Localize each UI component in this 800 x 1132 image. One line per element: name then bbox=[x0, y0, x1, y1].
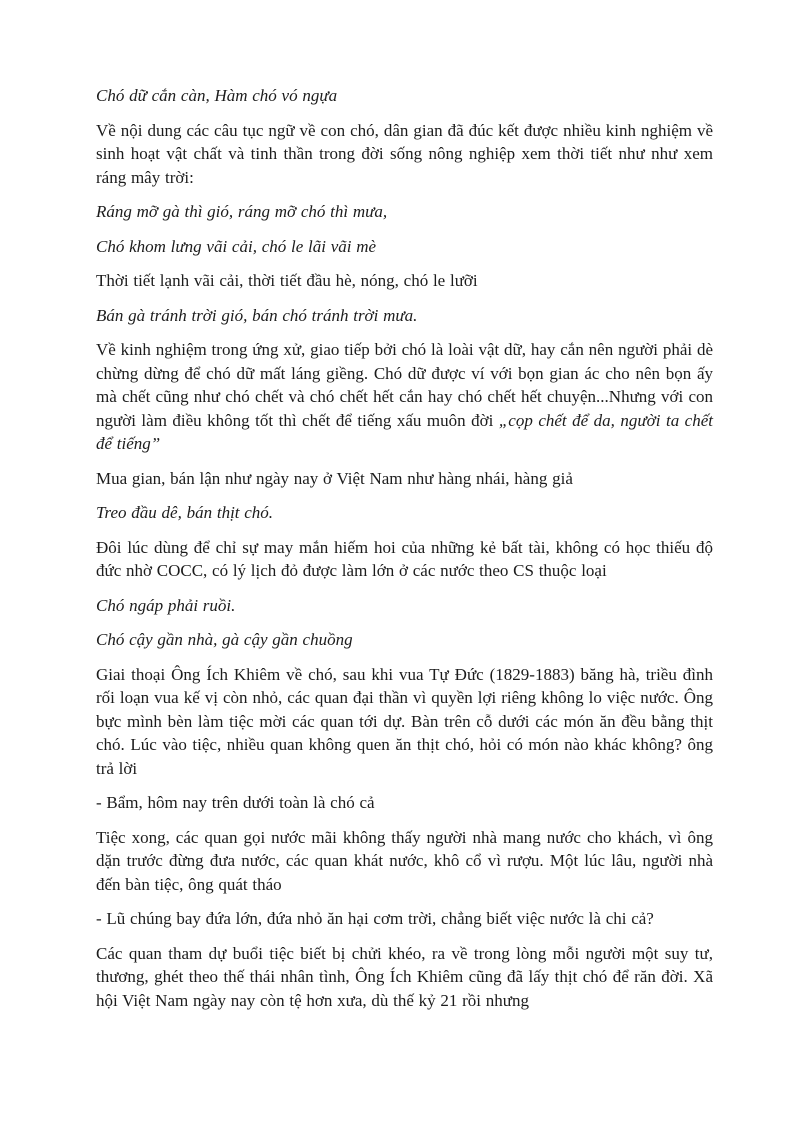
italic-text-run: Ráng mỡ gà thì gió, ráng mỡ chó thì mưa, bbox=[96, 202, 388, 221]
body-paragraph bbox=[96, 119, 713, 190]
dialogue-line bbox=[96, 907, 713, 931]
body-paragraph bbox=[96, 467, 713, 491]
proverb-line bbox=[96, 501, 713, 525]
text-run: Các quan tham dự buổi tiệc biết bị chửi khéo, ra về trong lòng mỗi người một suy tư, thương, ghét theo thế thái nhân tình, Ông Ích Khiêm cũng đã lấy thịt chó để răn đời. Xã hội Việt Nam ngày nay còn tệ hơn xưa, dù thế kỷ 21 rồi nhưng bbox=[96, 943, 713, 1010]
italic-text-run: Chó cậy gần nhà, gà cậy gần chuồng bbox=[96, 630, 353, 649]
italic-text-run: Bán gà tránh trời gió, bán chó tránh trời mưa. bbox=[96, 305, 418, 325]
text-run: Giai thoại Ông Ích Khiêm về chó, sau khi vua Tự Đức (1829-1883) băng hà, triều đình rối loạn vua kế vị còn nhỏ, các quan đại thần vì quyền lợi riêng không lo việc nước. Ông bực mình bèn làm tiệc mời các quan tới dự. Bàn trên cỗ dưới các món ăn đều bằng thịt chó. Lúc vào tiệc, nhiều quan không quen ăn thịt chó, hỏi có món nào khác không? ông trả lời bbox=[96, 664, 713, 778]
italic-text-run: Treo đầu dê, bán thịt chó. bbox=[96, 503, 274, 522]
body-paragraph bbox=[96, 536, 713, 583]
body-paragraph bbox=[96, 663, 713, 781]
proverb-line bbox=[96, 628, 713, 652]
proverb-line bbox=[96, 235, 713, 259]
document-body bbox=[96, 84, 713, 1012]
text-run: Đôi lúc dùng để chỉ sự may mắn hiếm hoi của những kẻ bất tài, không có học thiếu độ đức nhờ COCC, có lý lịch đỏ được làm lớn ở các nước theo CS thuộc loại bbox=[96, 537, 713, 580]
text-run: Mua gian, bán lận như ngày nay ở Việt Nam như hàng nhái, hàng giả bbox=[96, 468, 573, 488]
text-run: Về kinh nghiệm trong ứng xử, giao tiếp bởi chó là loài vật dữ, hay cắn nên người phải dè chừng dừng để chó dữ mất láng giềng. Chó dữ được ví với bọn gian ác cho nên bọn ấy mà chết cũng như chó chết và chó chết hết cắn hay chó chết hết chuyện...Nhưng với con người làm điều không tốt thì chết để tiếng xấu muôn đời bbox=[96, 340, 713, 430]
proverb-line bbox=[96, 304, 713, 328]
proverb-line bbox=[96, 200, 713, 224]
italic-text-run: Chó ngáp phải ruồi. bbox=[96, 595, 236, 615]
italic-text-run: „cọp chết để da, người ta chết để tiếng” bbox=[96, 410, 713, 453]
body-paragraph bbox=[96, 338, 713, 456]
proverb-line bbox=[96, 594, 713, 618]
text-run: Thời tiết lạnh vãi cải, thời tiết đầu hè, nóng, chó le lưỡi bbox=[96, 271, 478, 290]
text-run: Về nội dung các câu tục ngữ về con chó, dân gian đã đúc kết được nhiều kinh nghiệm về sinh hoạt vật chất và tinh thần trong đời sống nông nghiệp xem thời tiết như như xem ráng mây trời: bbox=[96, 120, 713, 187]
body-paragraph bbox=[96, 942, 713, 1013]
text-run: Tiệc xong, các quan gọi nước mãi không thấy người nhà mang nước cho khách, vì ông dặn trước đừng đưa nước, các quan khát nước, khô cổ vì rượu. Một lúc lâu, người nhà đến bàn tiệc, ông quát tháo bbox=[96, 827, 713, 894]
text-run: - Lũ chúng bay đứa lớn, đứa nhỏ ăn hại cơm trời, chẳng biết việc nước là chi cả? bbox=[96, 909, 654, 928]
dialogue-line bbox=[96, 791, 713, 815]
italic-text-run: Chó dữ cắn càn, Hàm chó vó ngựa bbox=[96, 86, 338, 105]
body-paragraph bbox=[96, 269, 713, 293]
body-paragraph bbox=[96, 826, 713, 897]
text-run: - Bẩm, hôm nay trên dưới toàn là chó cả bbox=[96, 793, 375, 812]
proverb-line bbox=[96, 84, 713, 108]
italic-text-run: Chó khom lưng vãi cải, chó le lãi vãi mè bbox=[96, 236, 377, 256]
